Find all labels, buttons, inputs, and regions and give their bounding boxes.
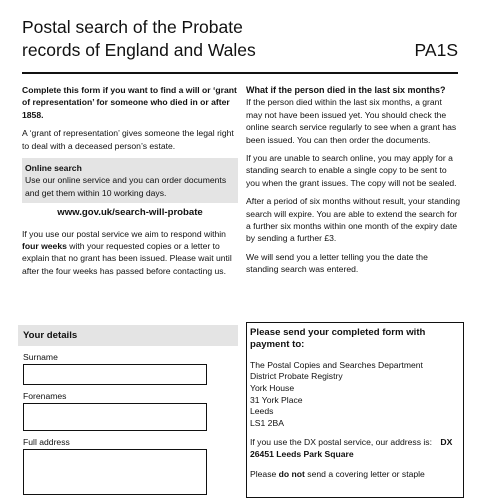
your-details-section	[18, 325, 238, 495]
full-address-field[interactable]	[23, 449, 207, 495]
address-line: York House	[250, 383, 295, 393]
postal-post: with your requested copies or a letter to explain that no grant has been issued. Please wait until after the four weeks has passed before contacting us.	[22, 241, 232, 276]
online-search-box	[22, 158, 238, 203]
online-search-text: Use our online service and you can order documents and get them within 10 working days.	[25, 175, 227, 198]
search-url-link[interactable]: www.gov.uk/search-will-probate	[57, 207, 203, 219]
six-months-heading: What if the person died in the last six months?	[246, 85, 446, 95]
postal-service-text	[22, 228, 238, 278]
address-label: Full address	[23, 437, 70, 447]
form-code: PA1S	[414, 40, 458, 60]
surname-label: Surname	[23, 352, 58, 362]
grant-definition: A ‘grant of representation’ gives someone the legal right to deal with a deceased person’s estate.	[22, 128, 234, 151]
six-months-para-3: After a period of six months without result, your standing search will expire. You are able to extend the search for a further six months within one month of the expiry date by sending a further £3.	[246, 196, 460, 244]
send-form-box	[246, 322, 464, 498]
intro-text: Complete this form if you want to find a will or ‘grant of representation’ for someone who died in or after 1858.	[22, 85, 237, 120]
six-months-para-2: If you are unable to search online, you may apply for a standing search to enable a single copy to be sent to you when the grant issues. The copy will not be sealed.	[246, 153, 457, 188]
title-line-1: Postal search of the Probate	[22, 17, 243, 37]
dx-value: DX 26451 Leeds Park Square	[250, 437, 453, 459]
note-bold: do not	[278, 468, 305, 479]
six-months-para-4: We will send you a letter telling you the date the standing search was entered.	[246, 251, 428, 275]
postal-address	[250, 360, 460, 430]
left-column	[22, 84, 238, 283]
surname-field[interactable]	[23, 364, 207, 385]
note-pre: Please	[250, 468, 279, 479]
forenames-label: Forenames	[23, 391, 67, 401]
page-title	[22, 16, 256, 62]
send-heading: Please send your completed form with payment to:	[250, 327, 426, 351]
postal-bold: four weeks	[22, 241, 67, 252]
header-divider	[22, 72, 458, 74]
online-search-heading: Online search	[25, 163, 82, 174]
note-post: send a covering letter or staple	[304, 468, 425, 479]
dx-intro: If you use the DX postal service, our address is:	[250, 437, 432, 448]
your-details-heading: Your details	[18, 325, 238, 346]
forenames-field[interactable]	[23, 403, 207, 431]
six-months-para-1: If the person died within the last six months, a grant may not have been issued yet. You should check the online search service regularly to see when a grant has been issued. You can then order the documents.	[246, 97, 457, 145]
covering-letter-note	[250, 469, 460, 481]
address-line: The Postal Copies and Searches Department	[250, 359, 423, 370]
postal-pre: If you use our postal service we aim to respond within	[22, 228, 226, 239]
dx-address	[250, 437, 460, 460]
address-line: 31 York Place	[250, 394, 303, 405]
address-line: District Probate Registry	[250, 371, 343, 382]
address-line: Leeds	[250, 406, 274, 417]
address-line: LS1 2BA	[250, 417, 284, 428]
right-column	[246, 84, 460, 282]
title-line-2: records of England and Wales	[22, 40, 256, 60]
